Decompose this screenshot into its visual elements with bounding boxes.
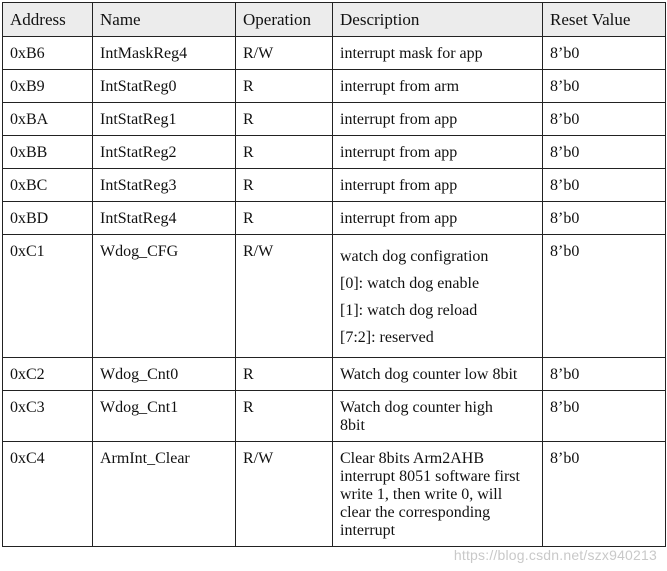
cell-description — [333, 235, 543, 358]
cell-address: 0xC3 — [3, 391, 93, 442]
description-line: interrupt mask for app — [340, 45, 483, 62]
header-operation: Operation — [236, 3, 333, 37]
description-line: interrupt 8051 software first — [340, 468, 520, 485]
cell-operation: R/W — [236, 442, 333, 547]
description-line: watch dog configration — [340, 248, 489, 265]
cell-reset-value: 8’b0 — [543, 103, 666, 136]
description-line: interrupt — [340, 522, 396, 539]
cell-name: IntStatReg3 — [93, 169, 236, 202]
description-line: [0]: watch dog enable — [340, 275, 480, 292]
table-row — [3, 391, 666, 442]
description-line: write 1, then write 0, will — [340, 486, 503, 503]
cell-reset-value: 8’b0 — [543, 391, 666, 442]
table-row — [3, 103, 666, 136]
cell-reset-value: 8’b0 — [543, 358, 666, 391]
table-row — [3, 202, 666, 235]
cell-reset-value: 8’b0 — [543, 442, 666, 547]
description-line: interrupt from app — [340, 144, 458, 161]
cell-address: 0xC2 — [3, 358, 93, 391]
cell-address: 0xC4 — [3, 442, 93, 547]
header-description: Description — [333, 3, 543, 37]
cell-operation: R — [236, 136, 333, 169]
description-line: [1]: watch dog reload — [340, 302, 478, 319]
description-line: 8bit — [340, 417, 365, 434]
cell-address: 0xB9 — [3, 70, 93, 103]
cell-address: 0xBA — [3, 103, 93, 136]
description-line: clear the corresponding — [340, 504, 491, 521]
cell-name: Wdog_Cnt1 — [93, 391, 236, 442]
register-table — [2, 2, 666, 547]
cell-name: ArmInt_Clear — [93, 442, 236, 547]
cell-operation: R/W — [236, 235, 333, 358]
cell-operation: R — [236, 70, 333, 103]
description-line: Clear 8bits Arm2AHB — [340, 450, 484, 467]
cell-name: Wdog_CFG — [93, 235, 236, 358]
table-row — [3, 136, 666, 169]
cell-description — [333, 358, 543, 391]
cell-name: IntStatReg0 — [93, 70, 236, 103]
cell-address: 0xBD — [3, 202, 93, 235]
cell-description — [333, 136, 543, 169]
header-row — [3, 3, 666, 37]
cell-description — [333, 37, 543, 70]
cell-name: IntStatReg4 — [93, 202, 236, 235]
cell-operation: R — [236, 202, 333, 235]
cell-address: 0xB6 — [3, 37, 93, 70]
description-line: Watch dog counter high — [340, 399, 493, 416]
cell-name: IntStatReg1 — [93, 103, 236, 136]
cell-address: 0xC1 — [3, 235, 93, 358]
cell-operation: R — [236, 391, 333, 442]
table-row — [3, 358, 666, 391]
cell-reset-value: 8’b0 — [543, 136, 666, 169]
header-reset-value: Reset Value — [543, 3, 666, 37]
table-row — [3, 169, 666, 202]
cell-description — [333, 391, 543, 442]
description-line: interrupt from app — [340, 210, 458, 227]
cell-name: IntStatReg2 — [93, 136, 236, 169]
cell-reset-value: 8’b0 — [543, 169, 666, 202]
description-line: interrupt from app — [340, 111, 458, 128]
register-table-body — [3, 37, 666, 547]
cell-reset-value: 8’b0 — [543, 202, 666, 235]
table-row — [3, 70, 666, 103]
cell-description — [333, 169, 543, 202]
cell-description — [333, 202, 543, 235]
cell-operation: R — [236, 103, 333, 136]
cell-description — [333, 70, 543, 103]
cell-name: IntMaskReg4 — [93, 37, 236, 70]
description-line: [7:2]: reserved — [340, 329, 434, 346]
table-row — [3, 442, 666, 547]
description-line: interrupt from arm — [340, 78, 460, 95]
cell-operation: R/W — [236, 37, 333, 70]
cell-reset-value: 8’b0 — [543, 235, 666, 358]
description-line: interrupt from app — [340, 177, 458, 194]
table-row — [3, 37, 666, 70]
cell-address: 0xBC — [3, 169, 93, 202]
table-row — [3, 235, 666, 358]
cell-description — [333, 103, 543, 136]
header-address: Address — [3, 3, 93, 37]
cell-reset-value: 8’b0 — [543, 70, 666, 103]
cell-description — [333, 442, 543, 547]
header-name: Name — [93, 3, 236, 37]
cell-reset-value: 8’b0 — [543, 37, 666, 70]
cell-address: 0xBB — [3, 136, 93, 169]
cell-name: Wdog_Cnt0 — [93, 358, 236, 391]
description-line: Watch dog counter low 8bit — [340, 366, 518, 383]
cell-operation: R — [236, 169, 333, 202]
watermark: https://blog.csdn.net/szx940213 — [453, 547, 657, 563]
cell-operation: R — [236, 358, 333, 391]
